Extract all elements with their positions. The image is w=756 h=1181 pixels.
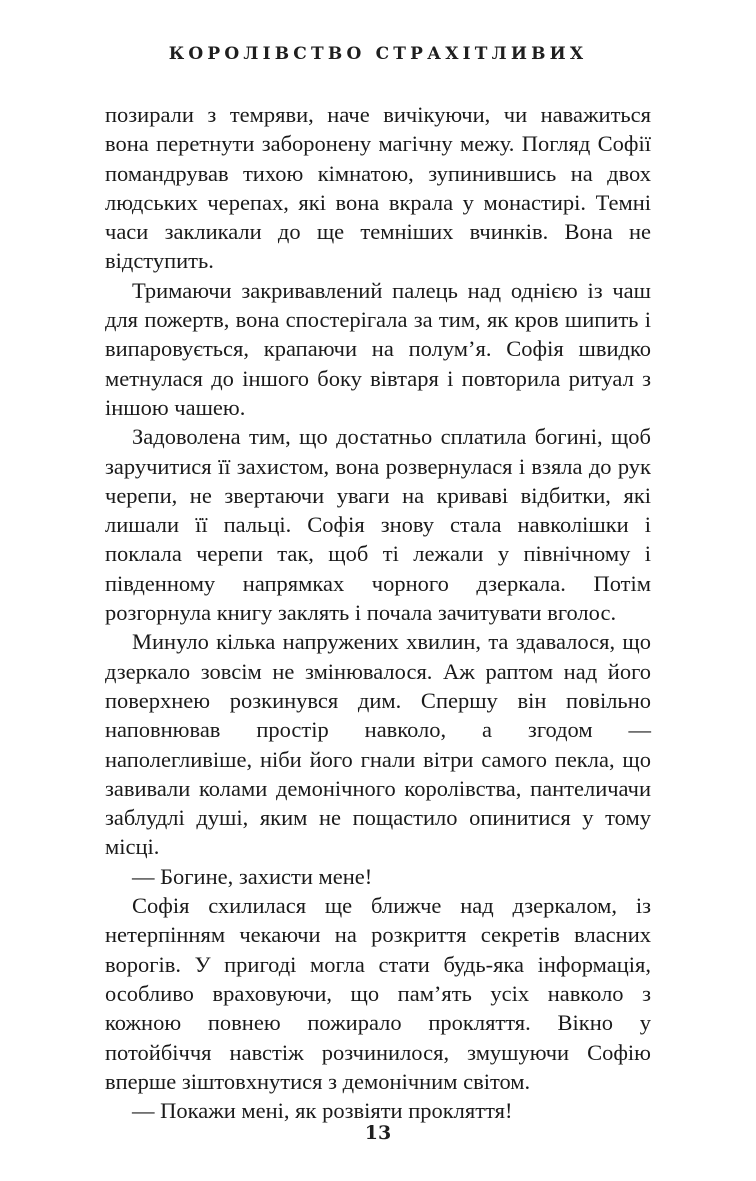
paragraph: Задоволена тим, що достатньо сплатила богині, щоб заручитися її захистом, вона розвернулася і взяла до рук черепи, не звертаючи уваги на криваві відбитки, які лишали її пальці. Софія знову стала навколішки і поклала черепи так, щоб ті лежали у північному і південному напрямках чорного дзеркала. Потім розгорнула книгу заклять і почала зачитувати вголос. [105, 424, 651, 626]
paragraph: Тримаючи закривавлений палець над однією із чаш для пожертв, вона спостерігала за тим, як кров шипить і випаровується, крапаючи на полум’я. Софія швидко метнулася до іншого боку вівтаря і повторила ритуал з іншою чашею. [105, 277, 651, 420]
running-head: КОРОЛІВСТВО СТРАХІТЛИВИХ [168, 44, 588, 64]
page-number: 13 [364, 1122, 392, 1144]
paragraph: Минуло кілька напружених хвилин, та здавалося, що дзеркало зовсім не змінювалося. Аж раптом над його поверхнею розкинувся дим. Спершу він повільно наповнював простір навколо, а згодом — наполегливіше, ніби його гнали вітри самого пекла, що завивали колами демонічного королівства, пантеличачи заблудлі душі, яким не пощастило опинитися у тому місці. [105, 629, 651, 860]
dialogue-line: — Богине, захисти мене! [132, 863, 373, 889]
body-text [105, 100, 651, 1125]
dialogue-line: — Покажи мені, як розвіяти прокляття! [132, 1098, 513, 1124]
paragraph: Софія схилилася ще ближче над дзеркалом, із нетерпінням чекаючи на розкриття секретів власних ворогів. У пригоді могла стати будь-яка інформація, особливо враховуючи, що пам’ять усіх навколо з кожною повнею пожирало прокляття. Вікно у потойбіччя навстіж розчинилося, змушуючи Софію вперше зіштовхнутися з демонічним світом. [105, 893, 651, 1094]
paragraph: позирали з темряви, наче вичікуючи, чи наважиться вона перетнути заборонену магічну межу. Погляд Софії помандрував тихою кімнатою, зупинившись на двох людських черепах, які вона вкрала у монастирі. Темні часи закликали до ще темніших вчинків. Вона не відступить. [105, 102, 651, 274]
